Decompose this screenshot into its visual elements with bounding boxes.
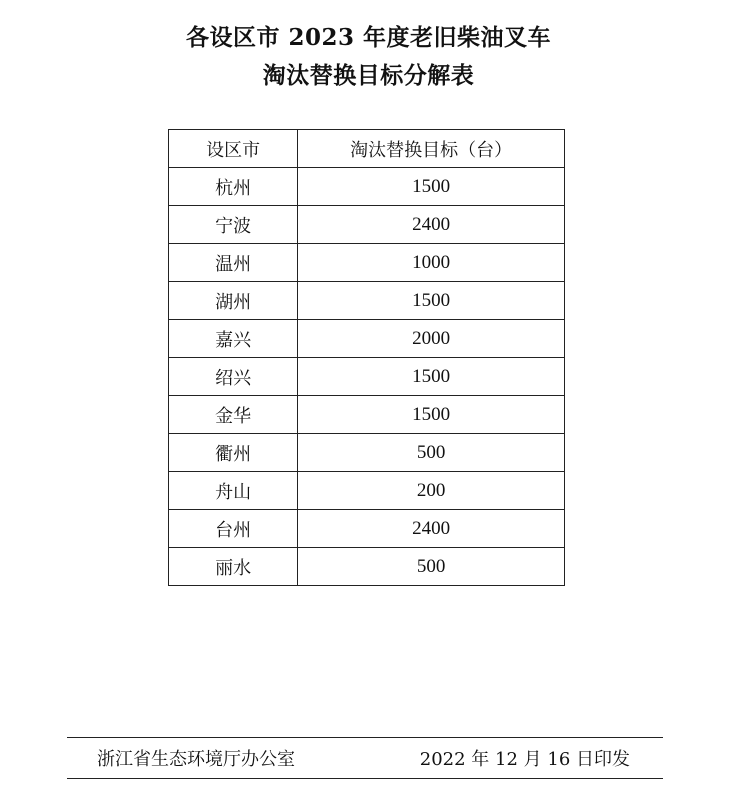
table-header-row xyxy=(169,130,565,168)
target-cell: 2400 xyxy=(298,206,565,244)
footer-rule-bottom xyxy=(67,778,663,779)
city-cell: 嘉兴 xyxy=(169,320,298,358)
footer-date: 2022 年 12 月 16 日印发 xyxy=(419,749,630,770)
city-cell: 舟山 xyxy=(169,472,298,510)
target-cell: 1500 xyxy=(298,358,565,396)
target-table xyxy=(168,129,565,586)
table-row xyxy=(169,320,565,358)
column-header-city: 设区市 xyxy=(169,130,298,168)
city-cell: 丽水 xyxy=(169,548,298,586)
document-title-line-2: 淘汰替换目标分解表 xyxy=(262,62,475,89)
target-cell: 1000 xyxy=(298,244,565,282)
target-cell: 200 xyxy=(298,472,565,510)
table-row xyxy=(169,548,565,586)
table-row xyxy=(169,510,565,548)
footer-rule-top xyxy=(67,737,663,738)
target-cell: 2000 xyxy=(298,320,565,358)
city-cell: 湖州 xyxy=(169,282,298,320)
city-cell: 衢州 xyxy=(169,434,298,472)
target-cell: 1500 xyxy=(298,282,565,320)
table-row xyxy=(169,434,565,472)
target-cell: 2400 xyxy=(298,510,565,548)
table-row xyxy=(169,282,565,320)
city-cell: 绍兴 xyxy=(169,358,298,396)
table-row xyxy=(169,206,565,244)
target-cell: 1500 xyxy=(298,168,565,206)
document-title-line-1: 各设区市 2023 年度老旧柴油叉车 xyxy=(185,24,552,51)
target-cell: 1500 xyxy=(298,396,565,434)
table-row xyxy=(169,396,565,434)
target-cell: 500 xyxy=(298,548,565,586)
city-cell: 台州 xyxy=(169,510,298,548)
table-row xyxy=(169,244,565,282)
target-cell: 500 xyxy=(298,434,565,472)
table-row xyxy=(169,168,565,206)
city-cell: 宁波 xyxy=(169,206,298,244)
city-cell: 杭州 xyxy=(169,168,298,206)
city-cell: 温州 xyxy=(169,244,298,282)
table-row xyxy=(169,472,565,510)
city-cell: 金华 xyxy=(169,396,298,434)
footer-issuer: 浙江省生态环境厅办公室 xyxy=(97,749,295,770)
table-row xyxy=(169,358,565,396)
column-header-target: 淘汰替换目标（台） xyxy=(298,130,565,168)
